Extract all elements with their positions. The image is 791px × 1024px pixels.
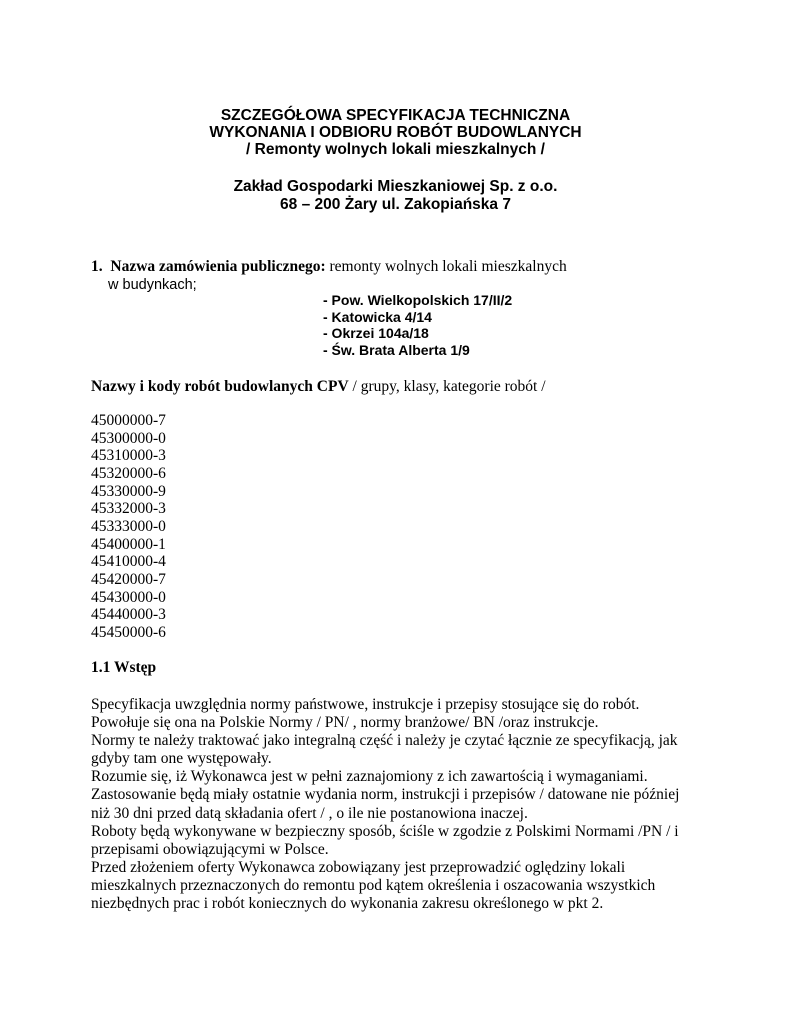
- cpv-code-list: [91, 412, 166, 642]
- address-item: - Św. Brata Alberta 1/9: [323, 342, 470, 358]
- paragraph-line: Specyfikacja uwzględnia normy państwowe, instrukcje i przepisy stosujące się do robót.: [91, 696, 640, 713]
- cpv-code: 45440000-3: [91, 606, 166, 624]
- section-1-continuation: w budynkach;: [108, 277, 197, 293]
- paragraph-line: Powołuje się ona na Polskie Normy / PN/ , normy branżowe/ BN /oraz instrukcje.: [91, 714, 599, 732]
- intro-heading: 1.1 Wstęp: [91, 659, 157, 676]
- cpv-code: 45330000-9: [91, 482, 166, 500]
- paragraph-line: Zastosowanie będą miały ostatnie wydania norm, instrukcji i przepisów / datowane nie później: [91, 786, 680, 804]
- cpv-code: 45410000-4: [91, 553, 166, 571]
- cpv-code: 45430000-0: [91, 588, 166, 606]
- address-item: - Okrzei 104a/18: [323, 325, 429, 341]
- address-item: - Katowicka 4/14: [323, 309, 432, 325]
- paragraph-line: Roboty będą wykonywane w bezpieczny sposób, ściśle w zgodzie z Polskimi Normami /PN / i: [91, 822, 679, 840]
- cpv-heading-bold: Nazwy i kody robót budowlanych CPV: [91, 378, 349, 395]
- section-1-number: 1.: [91, 258, 103, 275]
- cpv-code: 45333000-0: [91, 517, 166, 535]
- cpv-code: 45320000-6: [91, 464, 166, 482]
- paragraph-line: przepisami obowiązującymi w Polsce.: [91, 840, 329, 858]
- cpv-code: 45300000-0: [91, 429, 166, 447]
- title-line-2: WYKONANIA I ODBIORU ROBÓT BUDOWLANYCH: [209, 124, 582, 141]
- cpv-code: 45400000-1: [91, 535, 166, 553]
- paragraph-line: niezbędnych prac i robót koniecznych do wykonania zakresu określonego w pkt 2.: [91, 895, 604, 913]
- paragraph-line: Przed złożeniem oferty Wykonawca zobowiązany jest przeprowadzić oględziny lokali: [91, 858, 626, 876]
- title-line-1: SZCZEGÓŁOWA SPECYFIKACJA TECHNICZNA: [220, 107, 571, 124]
- paragraph-line: gdyby tam one występowały.: [91, 750, 272, 768]
- section-1-value: remonty wolnych lokali mieszkalnych: [325, 258, 567, 275]
- paragraph-line: niż 30 dni przed datą składania ofert / , o ile nie postanowiona inaczej.: [91, 804, 528, 822]
- company-address: 68 – 200 Żary ul. Zakopiańska 7: [280, 196, 511, 213]
- section-1-line: [91, 258, 567, 276]
- cpv-code: 45332000-3: [91, 500, 166, 518]
- title-line-3: / Remonty wolnych lokali mieszkalnych /: [246, 141, 545, 158]
- paragraph-line: Rozumie się, iż Wykonawca jest w pełni zaznajomiony z ich zawartością i wymaganiami.: [91, 768, 648, 786]
- address-item: - Pow. Wielkopolskich 17/II/2: [323, 292, 513, 308]
- paragraph-line: mieszkalnych przeznaczonych do remontu pod kątem określenia i oszacowania wszystkich: [91, 876, 656, 894]
- section-1-label: Nazwa zamówienia publicznego:: [110, 258, 326, 275]
- paragraph-line: Normy te należy traktować jako integralną część i należy je czytać łącznie ze specyfikacją, jak: [91, 732, 678, 750]
- cpv-code: 45000000-7: [91, 412, 166, 429]
- cpv-heading-rest: / grupy, klasy, kategorie robót /: [348, 378, 546, 395]
- cpv-code: 45310000-3: [91, 447, 166, 465]
- cpv-code: 45420000-7: [91, 570, 166, 588]
- cpv-code: 45450000-6: [91, 623, 166, 641]
- cpv-heading: [91, 378, 546, 396]
- intro-paragraph: [91, 696, 679, 913]
- company-name: Zakład Gospodarki Mieszkaniowej Sp. z o.o.: [233, 178, 558, 195]
